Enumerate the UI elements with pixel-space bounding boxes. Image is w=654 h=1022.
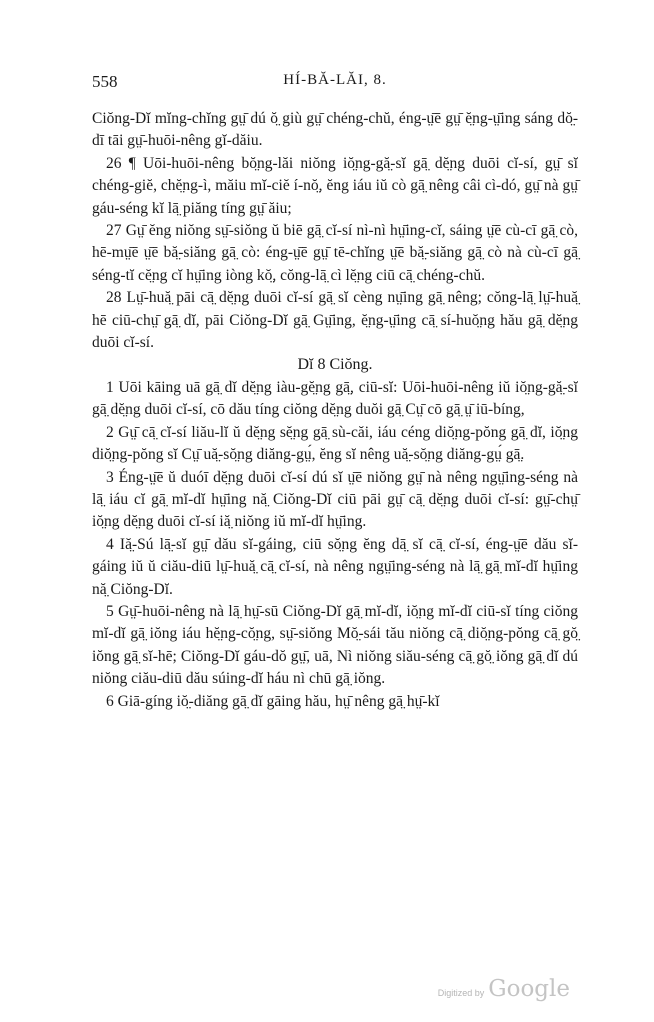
verse-paragraph: 5 Gṳ̄-huōi-nêng nà lā̤ hṳ̄-sū Ciŏng-Dĭ gā̤ mĭ-dĭ, iŏ̤ng mĭ-dĭ ciū-sĭ tíng ciŏng mĭ-dĭ gā̤ iŏng iáu hĕ̤ng-cŏ̤ng, sṳ̄-siŏng Mŏ̤-sái tău niŏng cā̤ diŏ̤ng-pŏng cā̤ gŏ̤ iŏng gā̤ sĭ-hē; Ciŏng-Dĭ gáu-dŏ gṳ̄, uā, Nì niŏng siău-séng cā̤ gŏ̤ iŏng gā̤ dĭ dú niŏng ciău-diū dău súing-dĭ háu nì chū gā̤ iŏng. — [92, 602, 578, 688]
paragraph-continued: Ciŏng-Dĭ mĭng-chĭng gṳ̄ dú ŏ̤ giù gṳ̄ chéng-chŭ, éng-ṳ̄ē gṳ̄ ĕ̤ng-ṳ̄ing sáng dŏ̤-dī tāi gṳ̄-huōi-nêng gĭ-dăiu. — [92, 110, 578, 150]
chapter-heading: Dĭ 8 Ciŏng. — [297, 356, 373, 374]
verse-paragraph: 27 Gṳ̄ ĕng niŏng sṳ̄-siŏng ŭ biē gā̤ cĭ-sí nì-nì hṳ̄ing-cĭ, sáing ṳ̄ē cù-cī gā̤ cò, hē-mṳ̄ē ṳ̄ē bă̤-siăng gā̤ cò: éng-ṳ̄ē gṳ̄ tē-chĭng ṳ̄ē bă̤-siăng gā̤ cò nà cù-cī gā̤ séng-tĭ cĕ̤ng cĭ hṳ̄ing iòng kŏ̤, cŏng-lā̤ cì lĕ̤ng ciū cā̤ chéng-chŭ. — [92, 222, 578, 284]
running-head — [92, 72, 578, 96]
verse-paragraph: 1 Uōi kāing uā gā̤ dĭ dĕ̤ng iàu-gĕ̤ng gā̤, ciū-sĭ: Uōi-huōi-nêng iŭ iŏ̤ng-gă̤-sĭ gā̤ dĕ̤ng duōi cĭ-sí, cō dău tíng ciŏng dĕ̤ng duŏi gā̤ Cṳ̄ cō gā̤ ṳ̄ iū-bíng, — [92, 378, 578, 419]
body-text — [92, 108, 578, 713]
verse-paragraph: 3 Éng-ṳ̄ē ŭ duóī dĕ̤ng duōi cĭ-sí dú sĭ ṳ̄ē niŏng gṳ̄ nà nêng ngṳ̄ing-séng nà lā̤ iáu cĭ gā̤ mĭ-dĭ hṳ̄ing nă̤ Ciŏng-Dĭ ciū pāi gṳ̄ cā̤ dĕ̤ng duōi cĭ-sí: gṳ̄-chṳ̄ iŏ̤ng dĕ̤ng duōi cĭ-sí iă̤ niŏng iŭ mĭ-dĭ hṳ̄ing. — [92, 468, 578, 531]
digitized-label: Digitized by — [437, 988, 485, 998]
verse-paragraph: 26 ¶ Uōi-huōi-nêng bŏ̤ng-lăi niŏng iŏ̤ng-gă̤-sĭ gā̤ dĕ̤ng duōi cĭ-sí, gṳ̄ sĭ chéng-giĕ, chĕ̤ng-ì, măiu mĭ-ciĕ í-nŏ̤, ĕng iáu iŭ cò gā̤ nêng câi cì-dó, gṳ̄ nà gṳ̄ gáu-séng kĭ lā̤ piăng tíng gṳ̄ ăiu; — [92, 154, 578, 217]
book-title: HÍ-BĂ-LĂI, 8. — [283, 72, 387, 88]
verse-paragraph: 28 Lṳ̄-huă̤ pāi cā̤ dĕ̤ng duōi cĭ-sí gā̤ sĭ cèng nṳ̄ing gā̤ nêng; cŏng-lā̤ lṳ̄-huă̤ hē ciū-chṳ̄ gā̤ dĭ, pāi Ciŏng-Dĭ gā̤ Gṳ̄ing, ĕ̤ng-ṳ̄ing cā̤ sí-huŏ̤ng hău gā̤ dĕ̤ng duōi cĭ-sí. — [92, 289, 578, 352]
verse-paragraph: 6 Giā-gíng iŏ̤-diăng gā̤ dĭ gāing hău, hṳ̄ nêng gā̤ hṳ̄-kĭ — [106, 692, 440, 710]
digitized-watermark — [438, 976, 570, 1002]
verse-paragraph: 4 Iă̤-Sú lā̤-sĭ gṳ̄ dău sĭ-gáing, ciū sŏ̤ng ĕng dā̤ sĭ cā̤ cĭ-sí, éng-ṳ̄ē dău sĭ-gáing iŭ ŭ ciău-diū lṳ̄-huă̤ cā̤ cĭ-sí, nà nêng ngṳ̄ing-séng nà lā̤ gā̤ mĭ-dĭ hṳ̄ing nă̤ Ciŏng-Dĭ. — [92, 535, 578, 598]
google-logo: Google — [488, 976, 570, 1002]
verse-paragraph: 2 Gṳ̄ cā̤ cĭ-sí liău-lĭ ŭ dĕ̤ng sĕ̤ng gā̤ sù-căi, iáu céng diŏ̤ng-pŏng gā̤ dĭ, iŏ̤ng diŏ̤ng-pŏng sĭ Cṳ̄ uă̤-sŏ̤ng diăng-gṳ́, ĕng sĭ nêng uă̤-sŏ̤ng diăng-gṳ́ gā̤. — [92, 423, 578, 464]
page-number: 558 — [92, 72, 118, 91]
